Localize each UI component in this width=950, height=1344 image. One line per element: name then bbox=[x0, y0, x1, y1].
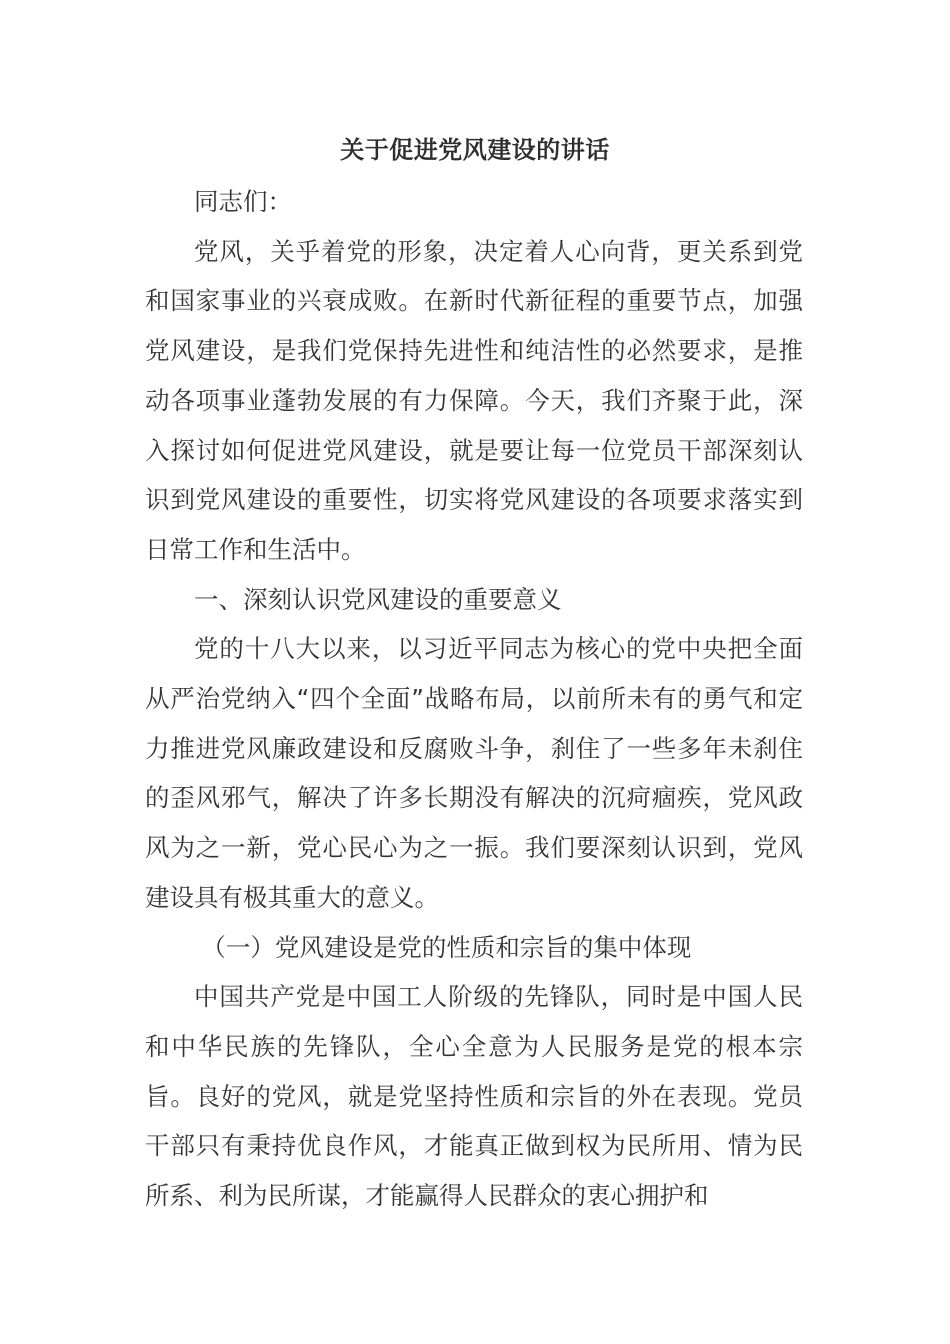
section-1-paragraph: 党的十八大以来，以习近平同志为核心的党中央把全面从严治党纳入“四个全面”战略布局，以前所未有的勇气和定力推进党风廉政建设和反腐败斗争，刹住了一些多年未刹住的歪风邪气，解决了许多长期没有解决的沉疴痼疾，党风政风为之一新，党心民心为之一振。我们要深刻认识到，党风建设具有极其重大的意义。 bbox=[145, 634, 803, 912]
salutation-paragraph: 同志们： bbox=[194, 187, 292, 216]
subsection-heading-1: （一）党风建设是党的性质和宗旨的集中体现 bbox=[201, 932, 692, 962]
document-title: 关于促进党风建设的讲话 bbox=[340, 136, 610, 164]
subsection-1-paragraph: 中国共产党是中国工人阶级的先锋队，同时是中国人民和中华民族的先锋队，全心全意为人民服务是党的根本宗旨。良好的党风，就是党坚持性质和宗旨的外在表现。党员干部只有秉持优良作风，才能真正做到权为民所用、情为民所系、利为民所谋，才能赢得人民群众的衷心拥护和 bbox=[145, 982, 803, 1211]
section-heading-1: 一、深刻认识党风建设的重要意义 bbox=[194, 584, 562, 614]
document-body bbox=[145, 177, 803, 1221]
intro-paragraph: 党风，关乎着党的形象，决定着人心向背，更关系到党和国家事业的兴衰成败。在新时代新征程的重要节点，加强党风建设，是我们党保持先进性和纯洁性的必然要求，是推动各项事业蓬勃发展的有力保障。今天，我们齐聚于此，深入探讨如何促进党风建设，就是要让每一位党员干部深刻认识到党风建设的重要性，切实将党风建设的各项要求落实到日常工作和生活中。 bbox=[145, 236, 803, 564]
